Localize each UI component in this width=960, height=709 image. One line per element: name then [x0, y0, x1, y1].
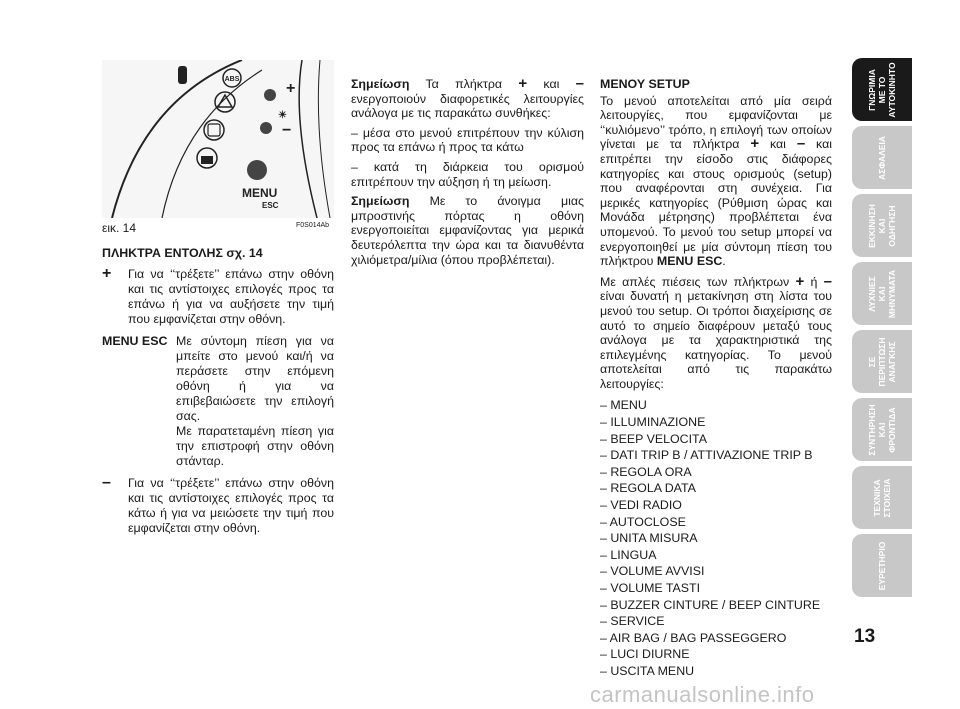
watermark: carmanualsonline.info	[590, 682, 815, 707]
esc-label: ESC	[262, 201, 279, 210]
minus-icon: –	[823, 272, 832, 290]
menu-list-item: – USCITA MENU	[600, 663, 695, 678]
chapter-tab[interactable]	[852, 194, 912, 257]
svg-text:+: +	[286, 80, 296, 97]
chapter-tab[interactable]	[852, 534, 912, 597]
figure-code: F0S014Ab	[296, 222, 330, 229]
light-indicator-icon	[278, 110, 287, 121]
notes-section	[351, 77, 584, 272]
plus-button[interactable]	[264, 80, 295, 101]
menu-list-item: – LINGUA	[600, 547, 657, 562]
menu-list-item: – AUTOCLOSE	[600, 514, 686, 529]
page-number: 13	[854, 626, 876, 647]
svg-text:☀: ☀	[278, 110, 287, 121]
menu-list-item: – REGOLA DATA	[600, 481, 696, 496]
dashboard-illustration	[102, 60, 334, 218]
chapter-tab-label: ΤΕΧΝΙΚΑ ΣΤΟΙΧΕΙΑ	[872, 478, 892, 517]
menu-list-item: – UNITA MISURA	[600, 531, 698, 546]
minus-button[interactable]	[260, 122, 291, 139]
chapter-tab-label: ΑΣΦΑΛΕΙΑ	[877, 135, 887, 180]
setup-paragraph-2: Με απλές πιέσεις των πλήκτρων + ή – είναι δυνατή η μετακίνηση στη λίστα του μενού του setup. Οι τρόποι διαχείρισης σε αυτό το σημείο διαφέρουν μεταξύ τους ανάλογα με τα χαρακτηριστικά της επιλεγμένης κατηγορίας. Το μενού αποτελείται από τις παρακάτω λειτουργίες:	[600, 272, 832, 391]
menu-esc-text-long: Με παρατεταμένη πίεση για την επιστροφή στην οθόνη στάνταρ.	[176, 424, 334, 468]
minus-text: Για να ‘‘τρέξετε’’ επάνω στην οθόνη και τις αντίστοιχες επιλογές προς τα κάτω ή για να μειώσετε την τιμή που εμφανίζεται στην οθόνη.	[128, 476, 334, 535]
chapter-tab-label: ΛΥΧΝΙΕΣ ΚΑΙ ΜΗΝΥΜΑΤΑ	[867, 269, 897, 318]
menu-list-item: – LUCI DIURNE	[600, 647, 690, 662]
svg-text:−: −	[282, 122, 292, 139]
setup-heading: ΜΕΝΟΥ SETUP	[600, 77, 690, 91]
menu-list-item: – VOLUME TASTI	[600, 581, 701, 595]
menu-list-item: – SERVICE	[600, 614, 665, 629]
abs-warning-icon	[223, 69, 241, 87]
dashboard-figure	[102, 60, 334, 218]
chapter-tab[interactable]	[852, 262, 912, 325]
chapter-tab[interactable]	[852, 126, 912, 189]
chapter-tab-label: ΕΥΡΕΤΗΡΙΟ	[877, 541, 887, 590]
chapter-tab-label: ΕΚΚΙΝΗΣΗ ΚΑΙ ΟΔΗΓΗΣΗ	[867, 203, 897, 248]
menu-esc-key: MENU ESC	[102, 334, 168, 348]
minus-icon: –	[102, 474, 111, 491]
menu-esc-description	[102, 334, 334, 469]
condition-1: – μέσα στο μενού επιτρέπουν την κύλιση προς τα επάνω ή προς τα κάτω	[351, 125, 584, 155]
menu-list-item: – VEDI RADIO	[600, 498, 682, 513]
setup-menu-section	[600, 77, 832, 680]
minus-icon: –	[796, 135, 806, 153]
menu-list-item: – VOLUME AVVISI	[600, 564, 705, 579]
note-1: Σημείωση Τα πλήκτρα + και – ενεργοποιούν διαφορετικές λειτουργίες ανάλογα με τις παρακάτω συνθήκες:	[351, 75, 584, 121]
chapter-tab[interactable]	[852, 398, 912, 461]
menu-list-item: – AIR BAG / BAG PASSEGGERO	[600, 630, 787, 645]
menu-list-item: – BUZZER CINTURE / BEEP CINTURE	[600, 597, 821, 612]
plus-icon: +	[795, 272, 805, 290]
chapter-tab-label: ΓΝΩΡΙΜΙΑ ΜΕ ΤΟ ΑΥΤΟΚΙΝΗΤΟ	[867, 61, 897, 118]
setup-menu-list	[600, 397, 832, 679]
plus-icon: +	[518, 75, 528, 92]
lock-warning-icon	[197, 148, 217, 168]
plus-icon: +	[750, 135, 760, 153]
hazard-warning-icon	[215, 92, 235, 112]
figure-caption: εικ. 14	[102, 221, 137, 235]
menu-list-item: – BEEP VELOCITA	[600, 431, 707, 446]
chapter-tabs	[852, 58, 912, 602]
menu-list-item: – ILLUMINAZIONE	[600, 415, 706, 430]
minus-description	[102, 476, 334, 536]
plus-text: Για να ‘‘τρέξετε’’ επάνω στην οθόνη και τις αντίστοιχες επιλογές προς τα επάνω ή για να αυξήσετε την τιμή που εμφανίζεται στην οθόνη.	[128, 267, 334, 326]
condition-2: – κατά τη διάρκεια του ορισμού επιτρέπουν την αύξηση ή τη μείωση.	[351, 159, 584, 189]
menu-list-item: – REGOLA ORA	[600, 464, 692, 479]
chapter-tab-label: ΣΥΝΤΗΡΗΣΗ ΚΑΙ ΦΡΟΝΤΙΔΑ	[867, 403, 897, 456]
plus-icon: +	[102, 265, 112, 282]
note-2: Σημείωση Με το άνοιγμα μιας μπροστινής πόρτας η οθόνη ενεργοποιείται εμφανίζοντας για μερικά δευτερόλεπτα την ώρα και τα διανυθέντα χιλιόμετρα/μίλια (όπου προβλέπεται).	[351, 194, 584, 267]
menu-list-item: – MENU	[600, 398, 647, 413]
chapter-tab[interactable]	[852, 58, 912, 121]
menu-esc-text-short: Με σύντομη πίεση για να μπείτε στο μενού και/ή να περάσετε στην επόμενη οθόνη ή για να επιβεβαιώσετε την επιλογή σας.	[176, 334, 334, 423]
plus-description	[102, 267, 334, 327]
door-warning-icon	[204, 120, 224, 140]
abs-label: ABS	[224, 76, 240, 83]
setup-paragraph-1: Το μενού αποτελείται από μία σειρά λειτουργίες, που εμφανίζονται με ‘‘κυλιόμενο’’ τρόπο, η επιλογή των οποίων γίνεται με τα πλήκτρα + και – και επιτρέπει την είσοδο στις διάφορες κατηγορίες και στους ορισμούς (setup) που αναφέρονται στη συνέχεια. Για μερικές κατηγορίες (Ρύθμιση ώρας και Μονάδα μέτρησης) προβλέπεται ένα υπομενού. Το μενού του setup μπορεί να ενεργοποιηθεί με μία σύντομη πίεση του πλήκτρου MENU ESC.	[600, 93, 832, 269]
command-buttons-section	[102, 246, 334, 543]
chapter-tab-label: ΣΕ ΠΕΡΙΠΤΩΣΗ ΑΝΑΓΚΗΣ	[867, 336, 897, 387]
menu-label: MENU	[242, 186, 278, 200]
chapter-tab[interactable]	[852, 466, 912, 529]
section-heading: ΠΛΗΚΤΡΑ ΕΝΤΟΛΗΣ σχ. 14	[102, 246, 263, 260]
chapter-tab[interactable]	[852, 330, 912, 393]
menu-esc-button[interactable]	[242, 160, 279, 210]
minus-icon: –	[575, 75, 584, 92]
menu-list-item: – DATI TRIP B / ATTIVAZIONE TRIP B	[600, 448, 813, 463]
